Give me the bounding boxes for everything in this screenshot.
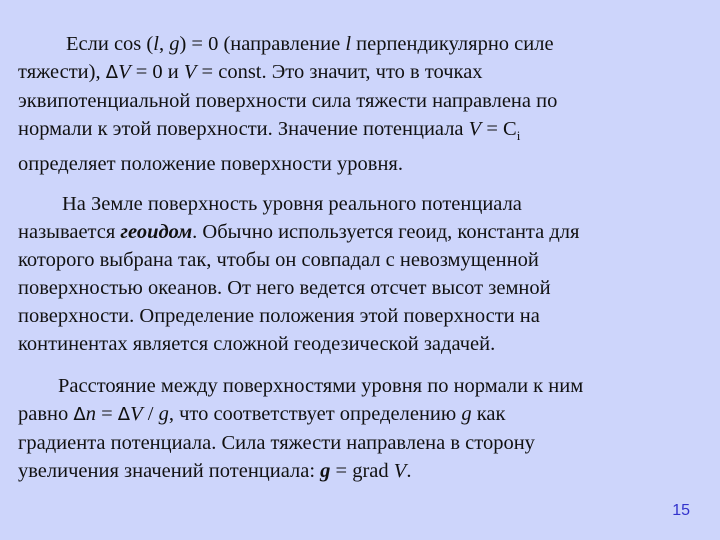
paragraph-line: которого выбрана так, чтобы он совпадал с невозмущенной xyxy=(18,249,539,271)
paragraph-line: континентах является сложной геодезической задачей. xyxy=(18,333,496,355)
paragraph-line: поверхности. Определение положения этой поверхности на xyxy=(18,305,540,327)
paragraph-line: поверхностью океанов. От него ведется отсчет высот земной xyxy=(18,277,551,299)
paragraph-line: Если cos (l, g) = 0 (направление l перпендикулярно силе xyxy=(66,33,554,55)
paragraph-geoid xyxy=(18,190,708,358)
paragraph-line: нормали к этой поверхности. Значение потенциала $V = C_i$ xyxy=(18,118,521,143)
term-geoid: геоидом xyxy=(120,221,193,243)
paragraph-line: равно Δn = ΔV / g, что соответствует определению g как xyxy=(18,403,506,425)
paragraph-line: градиента потенциала. Сила тяжести направлена в сторону xyxy=(18,432,535,454)
page-number: 15 xyxy=(672,502,690,519)
paragraph-line: эквипотенциальной поверхности сила тяжести направлена по xyxy=(18,90,558,112)
paragraph-line: называется геоидом. Обычно используется геоид, константа для xyxy=(18,221,580,243)
paragraph-line: Расстояние между поверхностями уровня по нормали к ним xyxy=(58,375,584,397)
paragraph-gradient xyxy=(18,372,708,485)
paragraph-equipotential xyxy=(18,30,708,178)
paragraph-line: На Земле поверхность уровня реального потенциала xyxy=(62,193,522,215)
paragraph-line: увеличения значений потенциала: g = grad V. xyxy=(18,460,412,482)
paragraph-line: тяжести), ΔV = 0 и V = const. Это значит, что в точках xyxy=(18,61,483,83)
paragraph-line: определяет положение поверхности уровня. xyxy=(18,153,403,175)
